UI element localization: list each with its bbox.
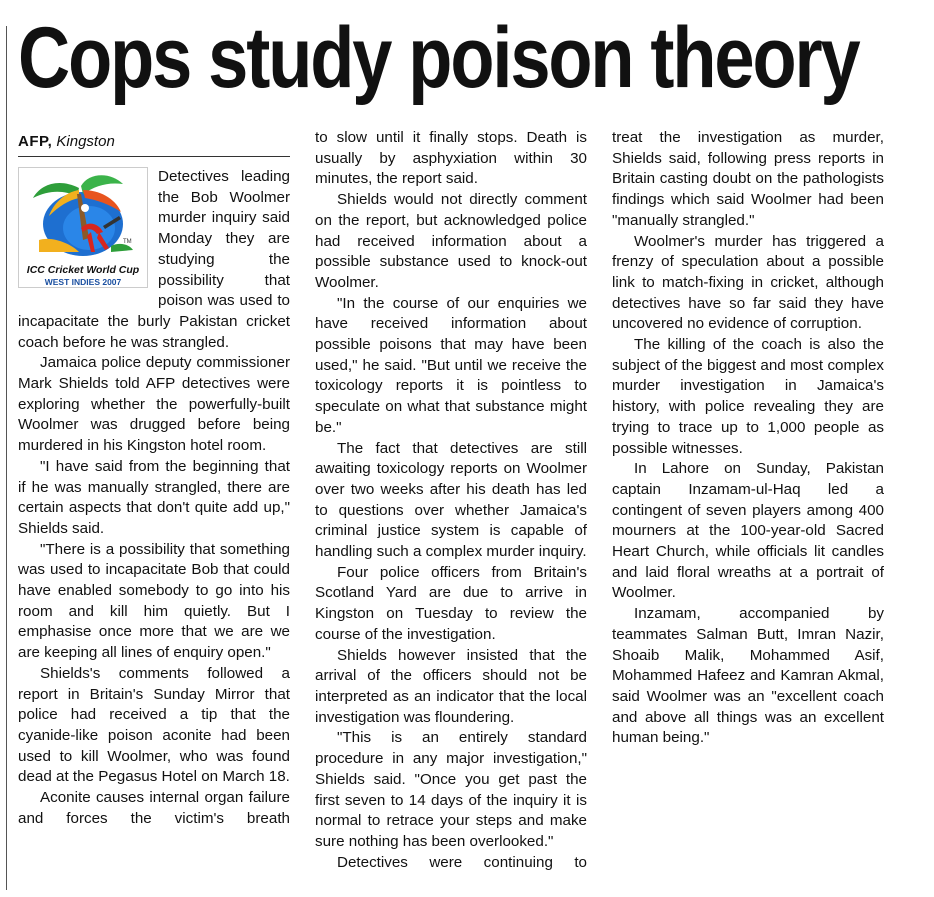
cricket-world-cup-logo <box>18 167 148 288</box>
byline <box>18 132 290 157</box>
paragraph: "There is a possibility that something was used to incapacitate Bob that could have enabled somebody to go into his room and kill him quietly. But I emphasise once more that we are we are keeping all lines of enquiry open." <box>18 540 290 662</box>
paragraph: "In the course of our enquiries we have received information about possible poisons that may have been used," he said. "But until we receive the toxicology reports it is pointless to speculate on what that substance might be." <box>315 294 587 436</box>
headline: Cops study poison theory <box>18 10 859 106</box>
paragraph: Inzamam, accompanied by teammates Salman Butt, Imran Nazir, Shoaib Malik, Mohammed Asif, Mohammed Hafeez and Kamran Akmal, said Woolmer was an "excellent coach and above all things was an excellent human being." <box>612 605 884 747</box>
article-column-2 <box>315 128 587 873</box>
paragraph: Woolmer's murder has triggered a frenzy of speculation about a possible link to match-fixing in cricket, although detectives have so far said they have uncovered no evidence of corruption. <box>612 232 884 333</box>
paragraph: Shields would not directly comment on the report, but acknowledged police had received information about a possible substance used to knock-out Woolmer. <box>315 191 587 291</box>
article-column-1 <box>18 132 290 830</box>
left-column-rule <box>6 26 7 890</box>
continued-paragraph: treat the investigation as murder, Shields said, following press reports in Britain casting doubt on the pathologists findings which said Woolmer had been "manually strangled." <box>612 129 884 229</box>
paragraph: Jamaica police deputy commissioner Mark Shields told AFP detectives were exploring whether the powerfully-built Woolmer was drugged before being murdered in his Kingston hotel room. <box>18 354 290 455</box>
logo-subtitle: WEST INDIES 2007 <box>44 277 122 287</box>
continued-paragraph: to slow until it finally stops. Death is usually by asphyxiation within 30 minutes, the report said. <box>315 129 587 188</box>
paragraph: Four police officers from Britain's Scotland Yard are due to arrive in Kingston on Tuesday to review the course of the investigation. <box>315 563 587 643</box>
byline-place: Kingston <box>56 133 115 150</box>
lead-paragraph: Detectives leading the Bob Woolmer murder inquiry said Monday they are studying the possibility that poison was used to incapacitate the burly Pakistan cricket coach before he was strangled. <box>18 168 290 351</box>
paragraph: The killing of the coach is also the subject of the biggest and most complex murder investigation in Jamaica's history, with police revealing they are trying to trace up to 1,000 people as possible witnesses. <box>612 336 884 457</box>
trademark-mark: TM <box>123 239 132 245</box>
logo-title: ICC Cricket World Cup <box>26 264 140 276</box>
paragraph: Aconite causes internal organ failure and forces the victim's breath <box>18 789 290 827</box>
paragraph: Shields however insisted that the arrival of the officers should not be interpreted as an indicator that the local investigation was floundering. <box>315 646 587 726</box>
paragraph: "I have said from the beginning that if he was manually strangled, there are certain aspects that don't quite add up," Shields said. <box>18 457 290 537</box>
paragraph: In Lahore on Sunday, Pakistan captain Inzamam-ul-Haq led a contingent of seven players among 400 mourners at the 100-year-old Sacred Heart Church, while officials lit candles and laid floral wreaths at a portrait of Woolmer. <box>612 460 884 602</box>
article-column-3 <box>612 128 884 749</box>
paragraph: "This is an entirely standard procedure in any major investigation," Shields said. "Once you get past the first seven to 14 days of the inquiry it is normal to retrace your steps and make sure nothing has been overlooked." <box>315 729 587 850</box>
paragraph: Detectives were continuing to <box>337 853 587 871</box>
paragraph: Shields's comments followed a report in Britain's Sunday Mirror that police had received a tip that the cyanide-like poison aconite had been used to kill Woolmer, who was found dead at the Pegasus Hotel on March 18. <box>18 664 290 786</box>
byline-agency: AFP, <box>18 133 53 150</box>
paragraph: The fact that detectives are still awaiting toxicology reports on Woolmer over two weeks after his death has led to questions over whether Jamaica's criminal justice system is capable of handling such a complex murder inquiry. <box>315 439 587 561</box>
